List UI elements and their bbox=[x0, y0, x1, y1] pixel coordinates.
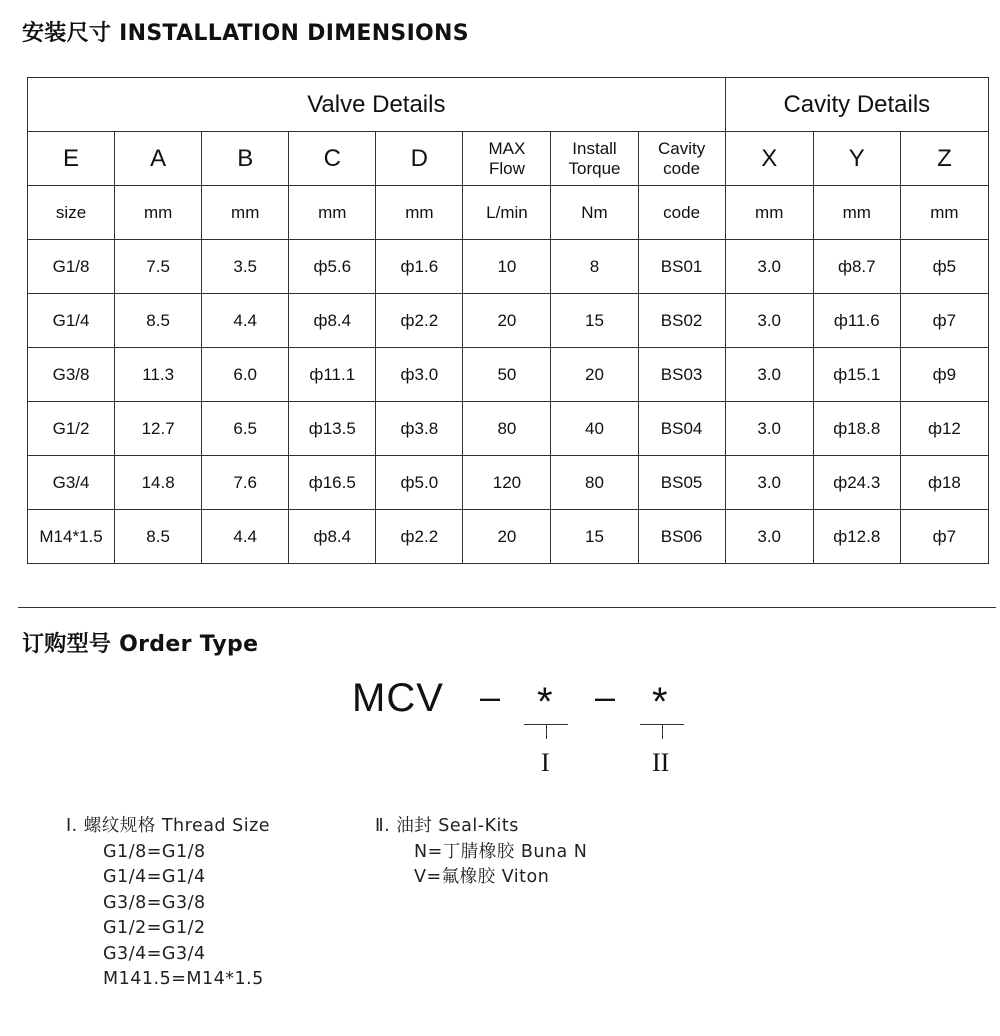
unit-cavity-code: code bbox=[638, 186, 725, 240]
column-header-c: C bbox=[289, 132, 376, 186]
placeholder-star-2: * bbox=[652, 680, 668, 724]
valve-details-header: Valve Details bbox=[28, 78, 726, 132]
thread-size-item: G1/4=G1/4 bbox=[103, 867, 206, 887]
separator-dash-1: – bbox=[480, 676, 501, 717]
unit-d: mm bbox=[376, 186, 463, 240]
thread-size-item: G3/8=G3/8 bbox=[103, 892, 206, 913]
table-cell-x: 3.0 bbox=[725, 240, 813, 294]
position-label-1: I bbox=[541, 748, 550, 777]
table-body bbox=[28, 240, 989, 564]
table-cell-y: ф24.3 bbox=[813, 456, 900, 510]
table-cell-e: G3/4 bbox=[28, 456, 115, 510]
table-cell-cavity-code: BS01 bbox=[638, 240, 725, 294]
table-cell-y: ф12.8 bbox=[813, 510, 900, 564]
column-header-a: A bbox=[115, 132, 202, 186]
installation-dimensions-table bbox=[27, 77, 989, 564]
column-header-row bbox=[28, 132, 989, 186]
column-header-y: Y bbox=[813, 132, 900, 186]
unit-z: mm bbox=[900, 186, 988, 240]
table-cell-install-torque: 8 bbox=[551, 240, 638, 294]
thread-size-item: M141.5=M14*1.5 bbox=[103, 969, 264, 989]
column-header-e: E bbox=[28, 132, 115, 186]
table-cell-c: ф16.5 bbox=[289, 456, 376, 510]
column-header-b: B bbox=[202, 132, 289, 186]
table-cell-d: ф1.6 bbox=[376, 240, 463, 294]
placeholder-star-1: * bbox=[537, 680, 553, 724]
seal-kit-item: V=氟橡胶 Viton bbox=[414, 867, 550, 887]
table-cell-z: ф18 bbox=[900, 456, 988, 510]
unit-x: mm bbox=[725, 186, 813, 240]
table-cell-install-torque: 15 bbox=[551, 510, 638, 564]
column-header-cavity-code: Cavity code bbox=[638, 132, 725, 186]
group-header-row bbox=[28, 78, 989, 132]
order-type-title: 订购型号 Order Type bbox=[22, 632, 259, 657]
thread-size-item: G3/4=G3/4 bbox=[103, 943, 206, 964]
table-cell-b: 4.4 bbox=[202, 510, 289, 564]
table-cell-c: ф8.4 bbox=[289, 294, 376, 348]
unit-install-torque: Nm bbox=[551, 186, 638, 240]
table-cell-d: ф2.2 bbox=[376, 294, 463, 348]
table-cell-cavity-code: BS02 bbox=[638, 294, 725, 348]
seal-kits-list bbox=[375, 814, 587, 891]
table-row bbox=[28, 348, 989, 402]
table-cell-x: 3.0 bbox=[725, 510, 813, 564]
table-cell-install-torque: 20 bbox=[551, 348, 638, 402]
table-cell-d: ф3.8 bbox=[376, 402, 463, 456]
thread-size-item: G1/2=G1/2 bbox=[103, 918, 206, 938]
table-cell-x: 3.0 bbox=[725, 402, 813, 456]
table-cell-c: ф13.5 bbox=[289, 402, 376, 456]
table-row bbox=[28, 402, 989, 456]
table-cell-e: G3/8 bbox=[28, 348, 115, 402]
thread-size-item: G1/8=G1/8 bbox=[103, 841, 206, 862]
table-cell-z: ф12 bbox=[900, 402, 988, 456]
thread-size-list bbox=[66, 814, 270, 993]
table-cell-cavity-code: BS05 bbox=[638, 456, 725, 510]
table-cell-a: 8.5 bbox=[115, 294, 202, 348]
section-divider bbox=[18, 607, 996, 608]
cavity-details-header: Cavity Details bbox=[725, 78, 988, 132]
table-cell-max-flow: 20 bbox=[463, 510, 551, 564]
table-cell-x: 3.0 bbox=[725, 456, 813, 510]
table-cell-max-flow: 80 bbox=[463, 402, 551, 456]
table-cell-c: ф5.6 bbox=[289, 240, 376, 294]
seal-kit-item: N=丁腈橡胶 Buna N bbox=[414, 841, 588, 862]
table-cell-install-torque: 80 bbox=[551, 456, 638, 510]
table-cell-x: 3.0 bbox=[725, 348, 813, 402]
table-row bbox=[28, 294, 989, 348]
units-row bbox=[28, 186, 989, 240]
table-cell-c: ф8.4 bbox=[289, 510, 376, 564]
table-cell-install-torque: 15 bbox=[551, 294, 638, 348]
table-cell-y: ф18.8 bbox=[813, 402, 900, 456]
column-header-max-flow: MAX Flow bbox=[463, 132, 551, 186]
table-cell-b: 4.4 bbox=[202, 294, 289, 348]
table-cell-e: G1/2 bbox=[28, 402, 115, 456]
position-label-2: II bbox=[652, 748, 670, 777]
unit-b: mm bbox=[202, 186, 289, 240]
unit-c: mm bbox=[289, 186, 376, 240]
table-cell-b: 7.6 bbox=[202, 456, 289, 510]
unit-max-flow: L/min bbox=[463, 186, 551, 240]
table-cell-d: ф3.0 bbox=[376, 348, 463, 402]
unit-a: mm bbox=[115, 186, 202, 240]
table-cell-b: 6.0 bbox=[202, 348, 289, 402]
column-header-d: D bbox=[376, 132, 463, 186]
model-code: MCV bbox=[352, 676, 444, 720]
table-row bbox=[28, 510, 989, 564]
column-header-install-torque: Install Torque bbox=[551, 132, 638, 186]
table-cell-cavity-code: BS03 bbox=[638, 348, 725, 402]
table-cell-z: ф7 bbox=[900, 510, 988, 564]
unit-e: size bbox=[28, 186, 115, 240]
thread-size-header: Ⅰ. 螺纹规格 Thread Size bbox=[66, 816, 271, 836]
table-cell-e: G1/8 bbox=[28, 240, 115, 294]
table-cell-cavity-code: BS04 bbox=[638, 402, 725, 456]
table-cell-d: ф5.0 bbox=[376, 456, 463, 510]
table-cell-max-flow: 50 bbox=[463, 348, 551, 402]
table-row bbox=[28, 240, 989, 294]
table-cell-c: ф11.1 bbox=[289, 348, 376, 402]
table-cell-z: ф7 bbox=[900, 294, 988, 348]
table-row bbox=[28, 456, 989, 510]
seal-kits-header: Ⅱ. 油封 Seal-Kits bbox=[375, 816, 519, 836]
table-cell-y: ф11.6 bbox=[813, 294, 900, 348]
table-cell-install-torque: 40 bbox=[551, 402, 638, 456]
table-cell-a: 11.3 bbox=[115, 348, 202, 402]
column-header-z: Z bbox=[900, 132, 988, 186]
table-cell-a: 7.5 bbox=[115, 240, 202, 294]
table-cell-d: ф2.2 bbox=[376, 510, 463, 564]
placeholder-connector-2 bbox=[662, 725, 663, 739]
table-cell-cavity-code: BS06 bbox=[638, 510, 725, 564]
table-cell-y: ф8.7 bbox=[813, 240, 900, 294]
table-cell-a: 8.5 bbox=[115, 510, 202, 564]
column-header-x: X bbox=[725, 132, 813, 186]
table-cell-b: 3.5 bbox=[202, 240, 289, 294]
table-cell-a: 14.8 bbox=[115, 456, 202, 510]
separator-dash-2: – bbox=[595, 676, 616, 717]
table-cell-z: ф5 bbox=[900, 240, 988, 294]
table-cell-max-flow: 120 bbox=[463, 456, 551, 510]
placeholder-connector-1 bbox=[546, 725, 547, 739]
table-cell-y: ф15.1 bbox=[813, 348, 900, 402]
table-cell-a: 12.7 bbox=[115, 402, 202, 456]
table-cell-z: ф9 bbox=[900, 348, 988, 402]
table-cell-e: G1/4 bbox=[28, 294, 115, 348]
installation-dimensions-title: 安装尺寸 INSTALLATION DIMENSIONS bbox=[22, 21, 469, 46]
unit-y: mm bbox=[813, 186, 900, 240]
table-cell-e: M14*1.5 bbox=[28, 510, 115, 564]
table-cell-b: 6.5 bbox=[202, 402, 289, 456]
table-cell-max-flow: 10 bbox=[463, 240, 551, 294]
table-cell-max-flow: 20 bbox=[463, 294, 551, 348]
table-cell-x: 3.0 bbox=[725, 294, 813, 348]
